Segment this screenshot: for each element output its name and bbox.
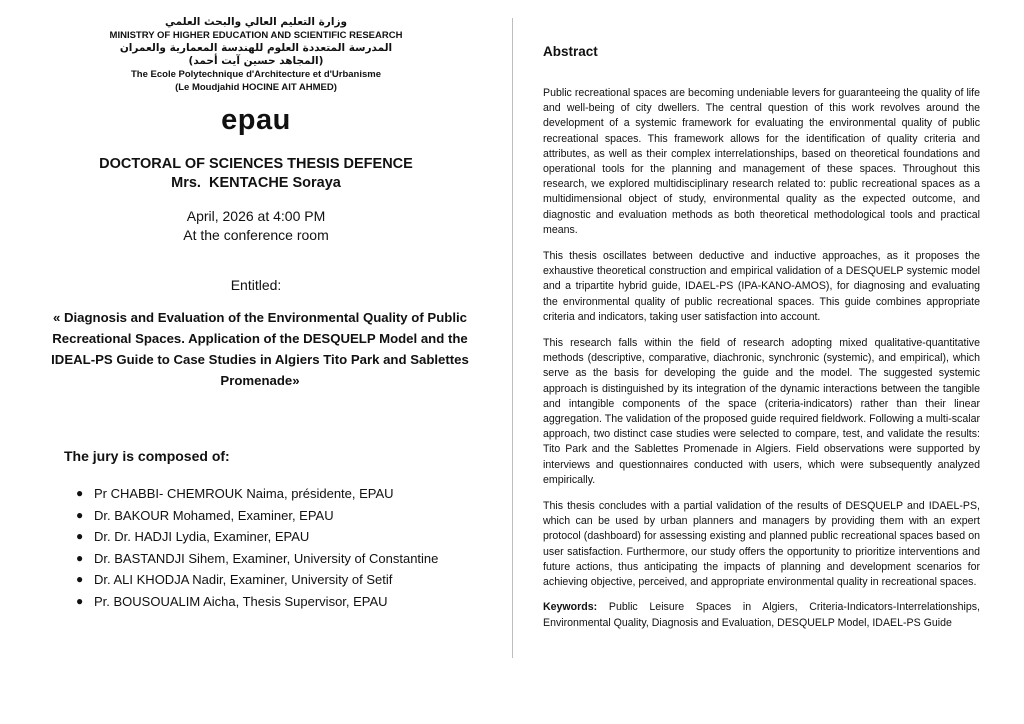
mujahid-name: (Le Moudjahid HOCINE AIT AHMED) bbox=[175, 82, 337, 93]
abstract-paragraph: Public recreational spaces are becoming undeniable levers for guaranteeing the quality of life and well-being of city dwellers. The central question of this work revolves around the development of a systemic framework for evaluating the environmental quality of public recreational spaces. This framework allows for the identification of quality criteria and attributes, as well as their complex interrelationships, based on theoretical foundations and operational tools for the planning and management of these spaces. Throughout this research, we explored multidisciplinary research related to: public recreational spaces as a multidimensional object of study, environmental quality as the expected outcome, and diagnostic and evaluation methods as both theoretical methodological tools and practical means. bbox=[543, 87, 980, 236]
candidate-name: Mrs. KENTACHE Soraya bbox=[171, 175, 341, 191]
school-name-arabic: المدرسة المتعددة العلوم للهندسة المعمارية والعمران bbox=[119, 42, 393, 54]
keywords-label: Keywords: bbox=[543, 601, 598, 614]
jury-member-text: Dr. BASTANDJI Sihem, Examiner, University of Constantine bbox=[94, 550, 439, 566]
mujahid-name-arabic: (المجاهد حسين آيت أحمد) bbox=[188, 55, 324, 67]
bullet-icon: ● bbox=[76, 486, 84, 500]
jury-heading: The jury is composed of: bbox=[64, 448, 230, 464]
abstract-title: Abstract bbox=[543, 44, 598, 59]
jury-list bbox=[76, 483, 512, 613]
jury-member-text: Dr. ALI KHODJA Nadir, Examiner, University of Setif bbox=[94, 572, 393, 588]
bullet-icon: ● bbox=[76, 507, 84, 522]
thesis-title: « Diagnosis and Evaluation of the Environmental Quality of Public Recreational Spaces. Application of the DESQUELP Model and the IDEAL-PS Guide to Case Studies in Algiers Tito Park and Sablettes Promenade» bbox=[51, 310, 469, 388]
defence-date: April, 2026 at 4:00 PM bbox=[186, 208, 326, 224]
jury-member bbox=[76, 569, 512, 591]
abstract-page bbox=[514, 0, 1024, 724]
keywords-text: Public Leisure Spaces in Algiers, Criteria-Indicators-Interrelationships, Environmental Quality, Diagnosis and Evaluation, DESQUELP Model, IDAEL-PS Guide bbox=[543, 601, 980, 629]
bullet-icon: ● bbox=[76, 550, 84, 565]
institution-header bbox=[0, 16, 512, 94]
abstract-paragraph: This thesis concludes with a partial validation of the results of DESQUELP and IDAEL-PS, which can be used by urban planners and managers by providing them with an expert protocol (dashboard) for assessing existing and planned public recreational spaces based on user satisfaction. Furthermore, our study offers the opportunity to prioritize interventions and future actions, thus anticipating the impacts of planning and development scenarios for achieving objective, perceived, and appropriate environmental quality in recreational spaces. bbox=[543, 500, 980, 589]
defence-heading bbox=[0, 155, 512, 193]
abstract-paragraph: This thesis oscillates between deductive and inductive approaches, as it proposes the exhaustive theoretical construction and empirical validation of a DESQUELP systemic model and a tripartite hybrid guide, IDAEL-PS (IPA-KANO-AMOS), for diagnosing and evaluating the environmental quality of public recreational spaces. This guide combines appropriate criteria and indicators, taking user satisfaction into account. bbox=[543, 250, 980, 323]
jury-member bbox=[76, 526, 512, 548]
ministry-name: MINISTRY OF HIGHER EDUCATION AND SCIENTIFIC RESEARCH bbox=[109, 30, 403, 41]
jury-member-text: Pr CHABBI- CHEMROUK Naima, présidente, EPAU bbox=[94, 486, 394, 501]
jury-member-text: Pr. BOUSOUALIM Aicha, Thesis Supervisor, EPAU bbox=[94, 593, 388, 609]
jury-member bbox=[76, 548, 512, 570]
jury-member-text: Dr. BAKOUR Mohamed, Examiner, EPAU bbox=[94, 507, 334, 523]
abstract-paragraph: This research falls within the field of research adopting mixed qualitative-quantitative methods (descriptive, comparative, diachronic, synchronic (systemic), and empirical), which serve as the basis for developing the guide and the model. The suggested systemic approach is distinguished by its integration of the dynamic interactions between the tangible and intangible components of the space (criteria-indicators) rather than their linear aggregation. The validation of the proposed guide required fieldwork. Following a multi-scalar approach, two distinct case studies were selected to compare, test, and validate the results: Tito Park and the Sablettes Promenade in Algiers. Field observations were supported by interviews and questionnaires conducted with users, which were subsequently analyzed empirically. bbox=[543, 337, 980, 486]
school-name: The Ecole Polytechnique d'Architecture et d'Urbanisme bbox=[131, 69, 381, 80]
entitled-label: Entitled: bbox=[230, 277, 282, 293]
bullet-icon: ● bbox=[76, 529, 84, 544]
bullet-icon: ● bbox=[76, 572, 84, 587]
defence-title: DOCTORAL OF SCIENCES THESIS DEFENCE bbox=[99, 156, 413, 172]
jury-member bbox=[76, 505, 512, 527]
ministry-name-arabic: وزارة التعليم العالي والبحث العلمي bbox=[164, 16, 348, 28]
jury-member-text: Dr. Dr. HADJI Lydia, Examiner, EPAU bbox=[94, 529, 310, 545]
defence-location: At the conference room bbox=[183, 227, 329, 243]
school-acronym: epau bbox=[221, 104, 291, 136]
bullet-icon: ● bbox=[76, 593, 84, 608]
defence-schedule bbox=[0, 207, 512, 245]
keywords bbox=[543, 600, 980, 630]
jury-member bbox=[76, 591, 512, 613]
page-divider bbox=[512, 18, 513, 658]
jury-member bbox=[76, 483, 512, 505]
